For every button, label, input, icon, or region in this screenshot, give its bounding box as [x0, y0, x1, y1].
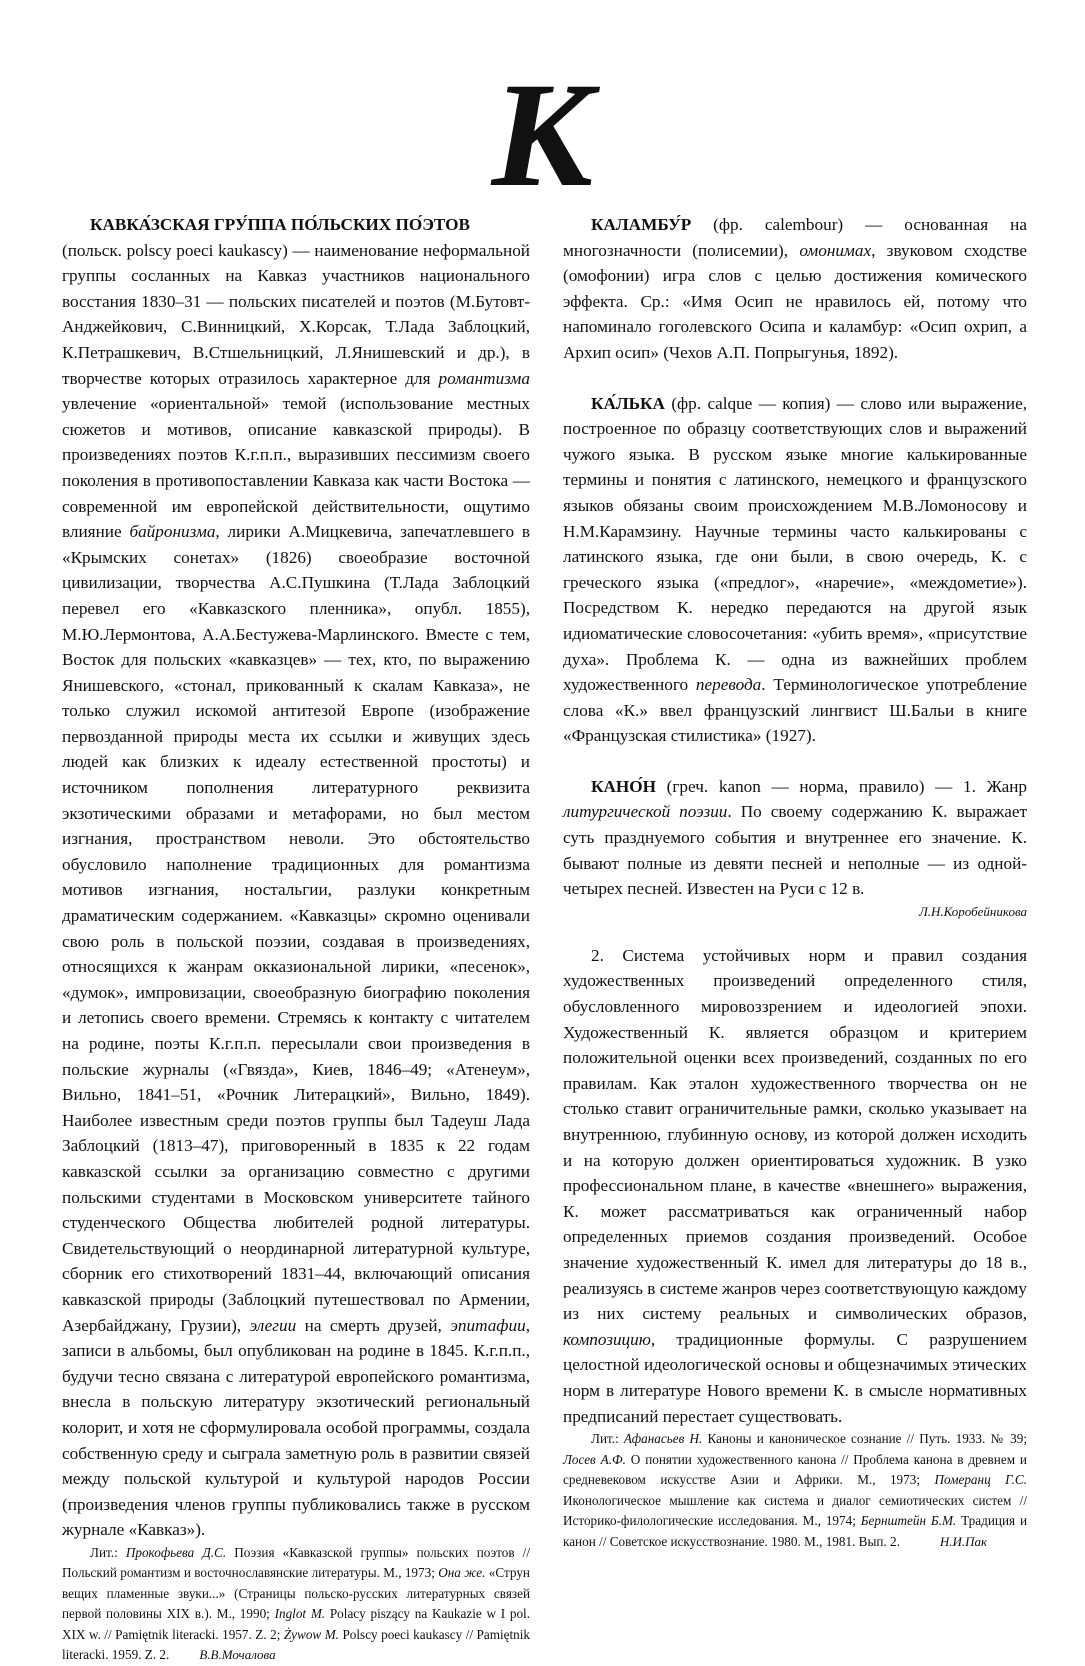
cross-reference: элегии	[249, 1315, 297, 1335]
text-run: 2. Система устойчивых норм и правил создания художественных произведений определенного стиля, обусловленного мировоззрением и идеологией эпохи. Художественный К. является образцом и критерием положительной оценки всех произведений, созданных по его правилам. Как эталон художественного творчества он не столько ставит ограничительные рамки, сколько указывает на внутреннюю, глубинную основу, из которой должен исходить и на которую должен ориентироваться художник. В узко профессиональном плане, в качестве «внешнего» выражения, К. может рассматриваться как ограниченный набор определенных приемов создания произведений. Особое значение художественный К. имел для литературы до 18 в., реализуясь в системе жанров через соответствующую каждому из них систему реальных и символических образов,	[563, 945, 1027, 1324]
right-column	[563, 212, 1027, 1577]
lit-text: Polscy poeci kaukascy // Pamiętnik literacki. 1959. Z. 2.	[62, 1626, 530, 1663]
entry-kalka	[563, 391, 1027, 749]
lit-author: Inglot M.	[274, 1606, 326, 1622]
lit-author: Бернштейн Б.М.	[860, 1513, 957, 1529]
cross-reference: эпитафии	[450, 1315, 526, 1335]
text-run: , записи в альбомы, был опубликован на родине в 1845. К.г.п.п., будучи тесно связана с литературой европейского романтизма, внесла в польскую литературу экзотический региональный колорит, и хотя не сформулировала особой программы, создала собственную среду и сыграла заметную роль в развитии связей между польской культурой и культурой народов России (произведения членов группы публиковались также в русском журнале «Кавказ»).	[62, 1315, 530, 1540]
cross-reference: омонимах	[799, 240, 872, 260]
text-run: . Терминологическое употребление слова «К.» ввел французский лингвист Ш.Бальи в книге «Французская стилистика» (1927).	[563, 675, 1027, 746]
lit-author: Померанц Г.С.	[934, 1472, 1028, 1488]
lit-author: Żywow M.	[283, 1626, 339, 1642]
headword: КАВКА́ЗСКАЯ ГРУ́ППА ПО́ЛЬСКИХ ПО́ЭТОВ	[90, 215, 470, 234]
text-run: (фр. calque — копия) — слово или выражение, построенное по образцу соответствующих слов и выражений чужого языка. В русском языке многие калькированные термины и понятия с латинского, немецкого и французского языков обязаны своим происхождением М.В.Ломоносову и Н.М.Карамзину. Научные термины часто калькированы с латинского языка, где они были, в свою очередь, К. с греческого языка («предлог», «наречие», «междометие»). Посредством К. нередко передаются на другой язык идиоматические словосочетания: «убить время», «присутствие духа». Проблема К. — одна из важнейших проблем художественного	[563, 393, 1027, 695]
lit-author: Она же.	[438, 1565, 486, 1581]
headword: КАЛАМБУ́Р	[591, 215, 692, 234]
lit-text: Иконологическое мышление как система и диалог семиотических систем // Историко-филологические исследования. М., 1974;	[563, 1492, 1027, 1529]
entry-text	[563, 212, 1027, 366]
lit-text: Поэзия «Кавказской группы» польских поэтов // Польский романтизм и восточнославянские литературы. М., 1973;	[62, 1544, 531, 1581]
cross-reference: композицию	[563, 1329, 651, 1349]
text-run: увлечение «ориентальной» темой (использование местных сюжетов и мотивов, описание кавказской природы). В произведениях поэтов К.г.п.п., выразивших пессимизм своего поколения в противопоставлении Кавказа как части Востока — современной им европейской действительности, ощутимо влияние	[62, 394, 530, 542]
text-run: , традиционные формулы. С разрушением целостной идеологической основы и общезначимых этических норм в литературе Нового времени К. в смысле нормативных предписаний перестает существовать.	[563, 1329, 1027, 1426]
text-run: (греч. kanon — норма, правило) — 1. Жанр	[655, 776, 1027, 796]
headword: КА́ЛЬКА	[591, 393, 665, 413]
lit-author: Афанасьев Н.	[623, 1431, 703, 1447]
text-run: (польск. polscy poeci kaukascy) — наименование неформальной группы сосланных на Кавказ участников национального восстания 1830–31 — польских писателей и поэтов (М.Бутовт-Анджейкович, С.Винницкий, Х.Корсак, Т.Лада Заблоцкий, К.Петрашкевич, В.Стшельницкий, Л.Янишевский и др.), в творчестве которых отразилось характерное для	[62, 240, 530, 388]
cross-reference: перевода	[695, 675, 762, 695]
lit-author: Лосев А.Ф.	[563, 1451, 626, 1467]
entry-text	[563, 391, 1027, 749]
left-column	[62, 212, 530, 1666]
lit-author: Прокофьева Д.С.	[125, 1544, 227, 1560]
cross-reference: романтизма	[438, 368, 530, 388]
lit-label: Лит.:	[90, 1544, 126, 1560]
entry-kavkazskaya-gruppa	[62, 212, 530, 1666]
text-run: (фр. calembour) — основанная на многозначности (полисемии),	[563, 215, 1027, 260]
entry-author: Л.Н.Коробейникова	[918, 903, 1027, 919]
lit-text: Традиция и канон // Советское искусствознание. 1980. М., 1981. Вып. 2.	[563, 1513, 1027, 1549]
section-initial-letter: К	[491, 52, 594, 218]
entry-text	[62, 212, 530, 1543]
entry-kalambur	[563, 212, 1027, 366]
entry-text-part-2	[563, 943, 1027, 1429]
text-run: на смерть друзей,	[296, 1315, 451, 1335]
spacer	[563, 922, 1027, 943]
cross-reference: байронизма	[129, 522, 216, 542]
headword: КАНО́Н	[591, 776, 656, 796]
lit-label: Лит.:	[591, 1431, 624, 1447]
text-run: , лирики А.Мицкевича, запечатлевшего в «Крымских сонетах» (1826) своеобразие восточной цивилизации, творчества А.С.Пушкина (Т.Лада Заблоцкий перевел его «Кавказского пленника», опубл. 1855), М.Ю.Лермонтова, А.А.Бестужева-Марлинского. Вместе с тем, Восток для польских «кавказцев» — тех, кто, по выражению Янишевского, «стонал, прикованный к скалам Кавказа», не только служил искомой антитезой Европе (изображение первозданной природы места их ссылки и живущих здесь людей как близких к идеалу естественной простоты) и источником пополнения литературного реквизита экзотическими образами и метафорами, но был местом изгнания, пространством неволи. Это обстоятельство обусловило наполнение традиционных для романтизма мотивов изгнания, ностальгии, разлуки конкретным драматическим содержанием. «Кавказцы» скромно оценивали свою роль в польской поэзии, создавая в произведениях, относящихся к жанрам окказиональной лирики, «песенок», «думок», импровизации, своеобразную биографию поколения и летопись своего времени. Стремясь к контакту с читателем на родине, поэты К.г.п.п. пересылали свои произведения в польские журналы («Гвязда», Киев, 1846–49; «Атенеум», Вильно, 1841–51, «Рочник Литерацкий», Вильно, 1849). Наиболее известным среди поэтов группы был Тадеуш Лада Заблоцкий (1813–47), приговоренный в 1835 к 22 годам кавказской ссылки за организацию совместно с другими польскими студентами в Московском университете тайного студенческого Общества любителей родной литературы. Свидетельствующий о неординарной литературной культуре, сборник его стихотворений 1831–44, включающий описания кавказской природы (Заблоцкий путешествовал по Армении, Азербайджану, Грузии),	[62, 522, 530, 1335]
cross-reference: литургической поэзии	[563, 802, 728, 822]
text-run: , звуковом сходстве (омофонии) игра слов с целью достижения комического эффекта. Ср.: «Имя Осип не нравилось ей, потому что напоминало гоголевского Осипа и каламбур: «Осип охрип, а Архип осип» (Чехов А.П. Попрыгунья, 1892).	[563, 240, 1027, 362]
lit-text: Polacy piszący na Kaukazie w I pol. XIX w. // Pamiętnik literacki. 1957. Z. 2;	[62, 1606, 530, 1642]
lit-text: Каноны и каноническое сознание // Путь. 1933. № 39;	[702, 1431, 1027, 1447]
entry-author: Н.И.Пак	[939, 1533, 988, 1549]
lit-text: О понятии художественного канона // Проблема канона в древнем и средневековом искусстве Азии и Африки. М., 1973;	[563, 1451, 1027, 1488]
entry-author: В.В.Мочалова	[199, 1647, 276, 1663]
bibliography	[62, 1543, 530, 1666]
entry-kanon	[563, 774, 1027, 1552]
entry-text	[563, 774, 1027, 902]
text-run: . По своему содержанию К. выражает суть празднуемого события и внутреннее его значение. К. бывают полные из девяти песней и неполные — из одной-четырех песней. Известен на Руси с 12 в.	[563, 802, 1027, 899]
lit-text: «Струн вещих пламенные звуки...» (Страницы польско-русских литературных связей первой половины XIX в.). М., 1990;	[62, 1565, 530, 1622]
bibliography	[563, 1429, 1027, 1552]
